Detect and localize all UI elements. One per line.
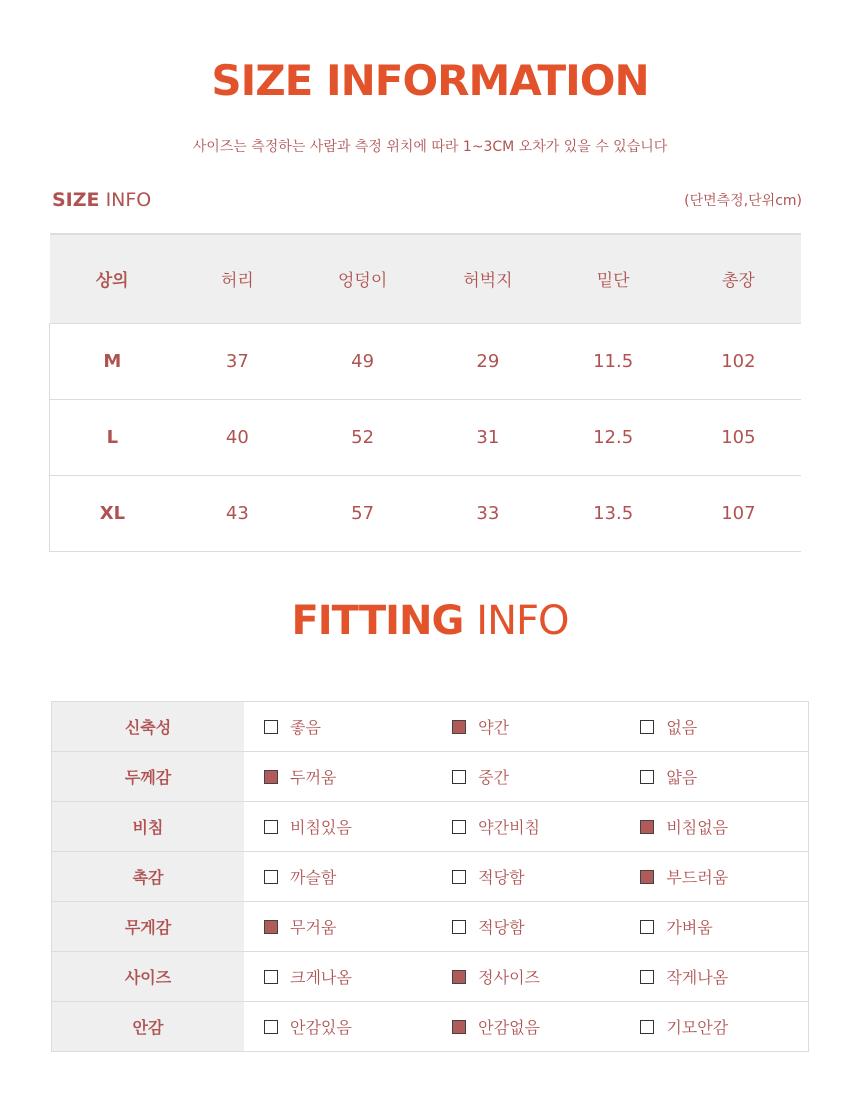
- fitting-row: [52, 802, 809, 852]
- fitting-option-label: 없음: [666, 718, 698, 737]
- fitting-option-wrap: [640, 765, 807, 788]
- size-value-cell: 43: [225, 502, 249, 524]
- fitting-option[interactable]: [244, 1002, 432, 1052]
- fitting-option-label: 비침없음: [666, 818, 729, 837]
- fitting-option-wrap: [264, 815, 431, 838]
- fitting-option-wrap: [264, 715, 431, 738]
- unchecked-checkbox-icon[interactable]: [452, 870, 466, 884]
- fitting-option-wrap: [640, 865, 807, 888]
- fitting-option-wrap: [452, 915, 619, 938]
- fitting-row: [52, 852, 809, 902]
- fitting-option-label: 적당함: [478, 918, 525, 937]
- fitting-option[interactable]: [620, 1002, 808, 1052]
- checked-checkbox-icon[interactable]: [264, 770, 278, 784]
- size-value-cell: 105: [721, 426, 756, 448]
- fitting-option-wrap: [264, 765, 431, 788]
- unchecked-checkbox-icon[interactable]: [264, 870, 278, 884]
- fitting-option[interactable]: [432, 802, 620, 852]
- fitting-table: [51, 701, 809, 1052]
- fitting-row: [52, 902, 809, 952]
- fitting-option[interactable]: [620, 752, 808, 802]
- checked-checkbox-icon[interactable]: [640, 870, 654, 884]
- fitting-title-bold: FITTING: [291, 598, 464, 644]
- fitting-option-label: 크게나옴: [290, 968, 352, 987]
- fitting-row-label: 두께감: [52, 752, 245, 802]
- fitting-option-label: 약간비침: [478, 818, 540, 837]
- fitting-row: [52, 952, 809, 1002]
- checked-checkbox-icon[interactable]: [452, 1020, 466, 1034]
- size-value-cell: 57: [351, 502, 375, 524]
- size-value-cell: 102: [721, 350, 756, 372]
- size-col-header: 밑단: [551, 234, 676, 323]
- size-value-cell: 49: [351, 350, 375, 372]
- size-info-label-light: INFO: [105, 189, 152, 211]
- fitting-option-wrap: [640, 1015, 807, 1038]
- size-info-label: [52, 189, 151, 211]
- fitting-option-wrap: [640, 715, 807, 738]
- fitting-option-wrap: [452, 765, 619, 788]
- fitting-option[interactable]: [432, 852, 620, 902]
- fitting-option-wrap: [264, 865, 431, 888]
- fitting-row-label: 무게감: [52, 902, 245, 952]
- unit-note: (단면측정,단위cm): [684, 193, 802, 209]
- fitting-option[interactable]: [432, 752, 620, 802]
- size-value-cell: 11.5: [593, 350, 634, 372]
- fitting-option[interactable]: [244, 952, 432, 1002]
- unchecked-checkbox-icon[interactable]: [640, 1020, 654, 1034]
- fitting-option-label: 비침있음: [290, 818, 352, 837]
- size-value-cell: 12.5: [593, 426, 634, 448]
- unchecked-checkbox-icon[interactable]: [452, 770, 466, 784]
- size-col-header: 허리: [175, 234, 300, 323]
- size-value-cell: 31: [476, 426, 500, 448]
- size-col-header: 총장: [676, 234, 801, 323]
- fitting-option-wrap: [640, 965, 807, 988]
- fitting-option[interactable]: [244, 752, 432, 802]
- size-value-cell: 13.5: [593, 502, 634, 524]
- fitting-option-label: 까슬함: [290, 868, 337, 887]
- size-value-cell: 52: [351, 426, 375, 448]
- size-col-header: 허벅지: [425, 234, 550, 323]
- fitting-option-wrap: [452, 865, 619, 888]
- fitting-option-label: 정사이즈: [478, 968, 540, 987]
- fitting-option-label: 중간: [478, 768, 510, 787]
- fitting-row-label: 신축성: [52, 702, 245, 752]
- size-value-cell: 29: [476, 350, 500, 372]
- size-table-row: [50, 399, 802, 475]
- fitting-row-label: 촉감: [52, 852, 245, 902]
- size-col-header: 상의: [50, 234, 175, 323]
- measurement-notice: 사이즈는 측정하는 사람과 측정 위치에 따라 1~3CM 오차가 있을 수 있습니다: [192, 139, 668, 155]
- fitting-option[interactable]: [244, 902, 432, 952]
- fitting-option-wrap: [640, 815, 807, 838]
- fitting-option[interactable]: [432, 902, 620, 952]
- fitting-option-label: 가벼움: [666, 918, 713, 937]
- fitting-option-wrap: [452, 965, 619, 988]
- size-col-header: 엉덩이: [300, 234, 425, 323]
- fitting-option-label: 안감있음: [290, 1018, 352, 1037]
- size-name-cell: M: [50, 323, 175, 399]
- fitting-option[interactable]: [620, 952, 808, 1002]
- size-value-cell: 40: [225, 426, 249, 448]
- unchecked-checkbox-icon[interactable]: [264, 1020, 278, 1034]
- checked-checkbox-icon[interactable]: [452, 970, 466, 984]
- size-info-label-bold: SIZE: [52, 189, 100, 211]
- checked-checkbox-icon[interactable]: [452, 720, 466, 734]
- fitting-option-wrap: [264, 965, 431, 988]
- size-table: [49, 233, 801, 552]
- unchecked-checkbox-icon[interactable]: [452, 920, 466, 934]
- fitting-option[interactable]: [244, 802, 432, 852]
- fitting-row-label: 안감: [52, 1002, 245, 1052]
- unchecked-checkbox-icon[interactable]: [640, 920, 654, 934]
- fitting-option-label: 부드러움: [666, 868, 729, 887]
- fitting-row-label: 사이즈: [52, 952, 245, 1002]
- unchecked-checkbox-icon[interactable]: [264, 820, 278, 834]
- fitting-option-label: 두꺼움: [290, 768, 337, 787]
- unchecked-checkbox-icon[interactable]: [640, 770, 654, 784]
- fitting-option-label: 무거움: [290, 918, 337, 937]
- fitting-row: [52, 1002, 809, 1052]
- fitting-option-label: 작게나옴: [666, 968, 729, 987]
- size-table-header: [50, 234, 802, 323]
- unchecked-checkbox-icon[interactable]: [264, 720, 278, 734]
- size-name-cell: L: [50, 399, 175, 475]
- unchecked-checkbox-icon[interactable]: [452, 820, 466, 834]
- fitting-option-label: 얇음: [666, 768, 698, 787]
- fitting-option[interactable]: [432, 1002, 620, 1052]
- fitting-row: [52, 702, 809, 752]
- fitting-row-label: 비침: [52, 802, 245, 852]
- fitting-option-wrap: [452, 815, 619, 838]
- fitting-option[interactable]: [620, 852, 808, 902]
- size-table-row: [50, 475, 802, 551]
- size-table-row: [50, 323, 802, 399]
- fitting-option[interactable]: [620, 802, 808, 852]
- fitting-option[interactable]: [244, 852, 432, 902]
- fitting-option[interactable]: [244, 702, 432, 752]
- unchecked-checkbox-icon[interactable]: [264, 970, 278, 984]
- fitting-option-wrap: [264, 1015, 431, 1038]
- fitting-title-light: INFO: [476, 598, 569, 644]
- fitting-option-label: 기모안감: [666, 1018, 729, 1037]
- fitting-option-wrap: [452, 715, 619, 738]
- fitting-option-label: 안감없음: [478, 1018, 540, 1037]
- fitting-option-wrap: [264, 915, 431, 938]
- size-name-cell: XL: [50, 475, 175, 551]
- size-value-cell: 33: [476, 502, 500, 524]
- page-title: SIZE INFORMATION: [211, 56, 649, 105]
- fitting-option[interactable]: [620, 702, 808, 752]
- fitting-option[interactable]: [432, 702, 620, 752]
- fitting-row: [52, 752, 809, 802]
- fitting-option-wrap: [452, 1015, 619, 1038]
- checked-checkbox-icon[interactable]: [264, 920, 278, 934]
- fitting-option-wrap: [640, 915, 807, 938]
- checked-checkbox-icon[interactable]: [640, 820, 654, 834]
- size-value-cell: 107: [721, 502, 756, 524]
- fitting-option-label: 적당함: [478, 868, 525, 887]
- fitting-info-title: [0, 598, 860, 644]
- fitting-option-label: 약간: [478, 718, 510, 737]
- size-value-cell: 37: [225, 350, 249, 372]
- fitting-option[interactable]: [432, 952, 620, 1002]
- fitting-option-label: 좋음: [290, 718, 321, 737]
- unchecked-checkbox-icon[interactable]: [640, 970, 654, 984]
- unchecked-checkbox-icon[interactable]: [640, 720, 654, 734]
- fitting-option[interactable]: [620, 902, 808, 952]
